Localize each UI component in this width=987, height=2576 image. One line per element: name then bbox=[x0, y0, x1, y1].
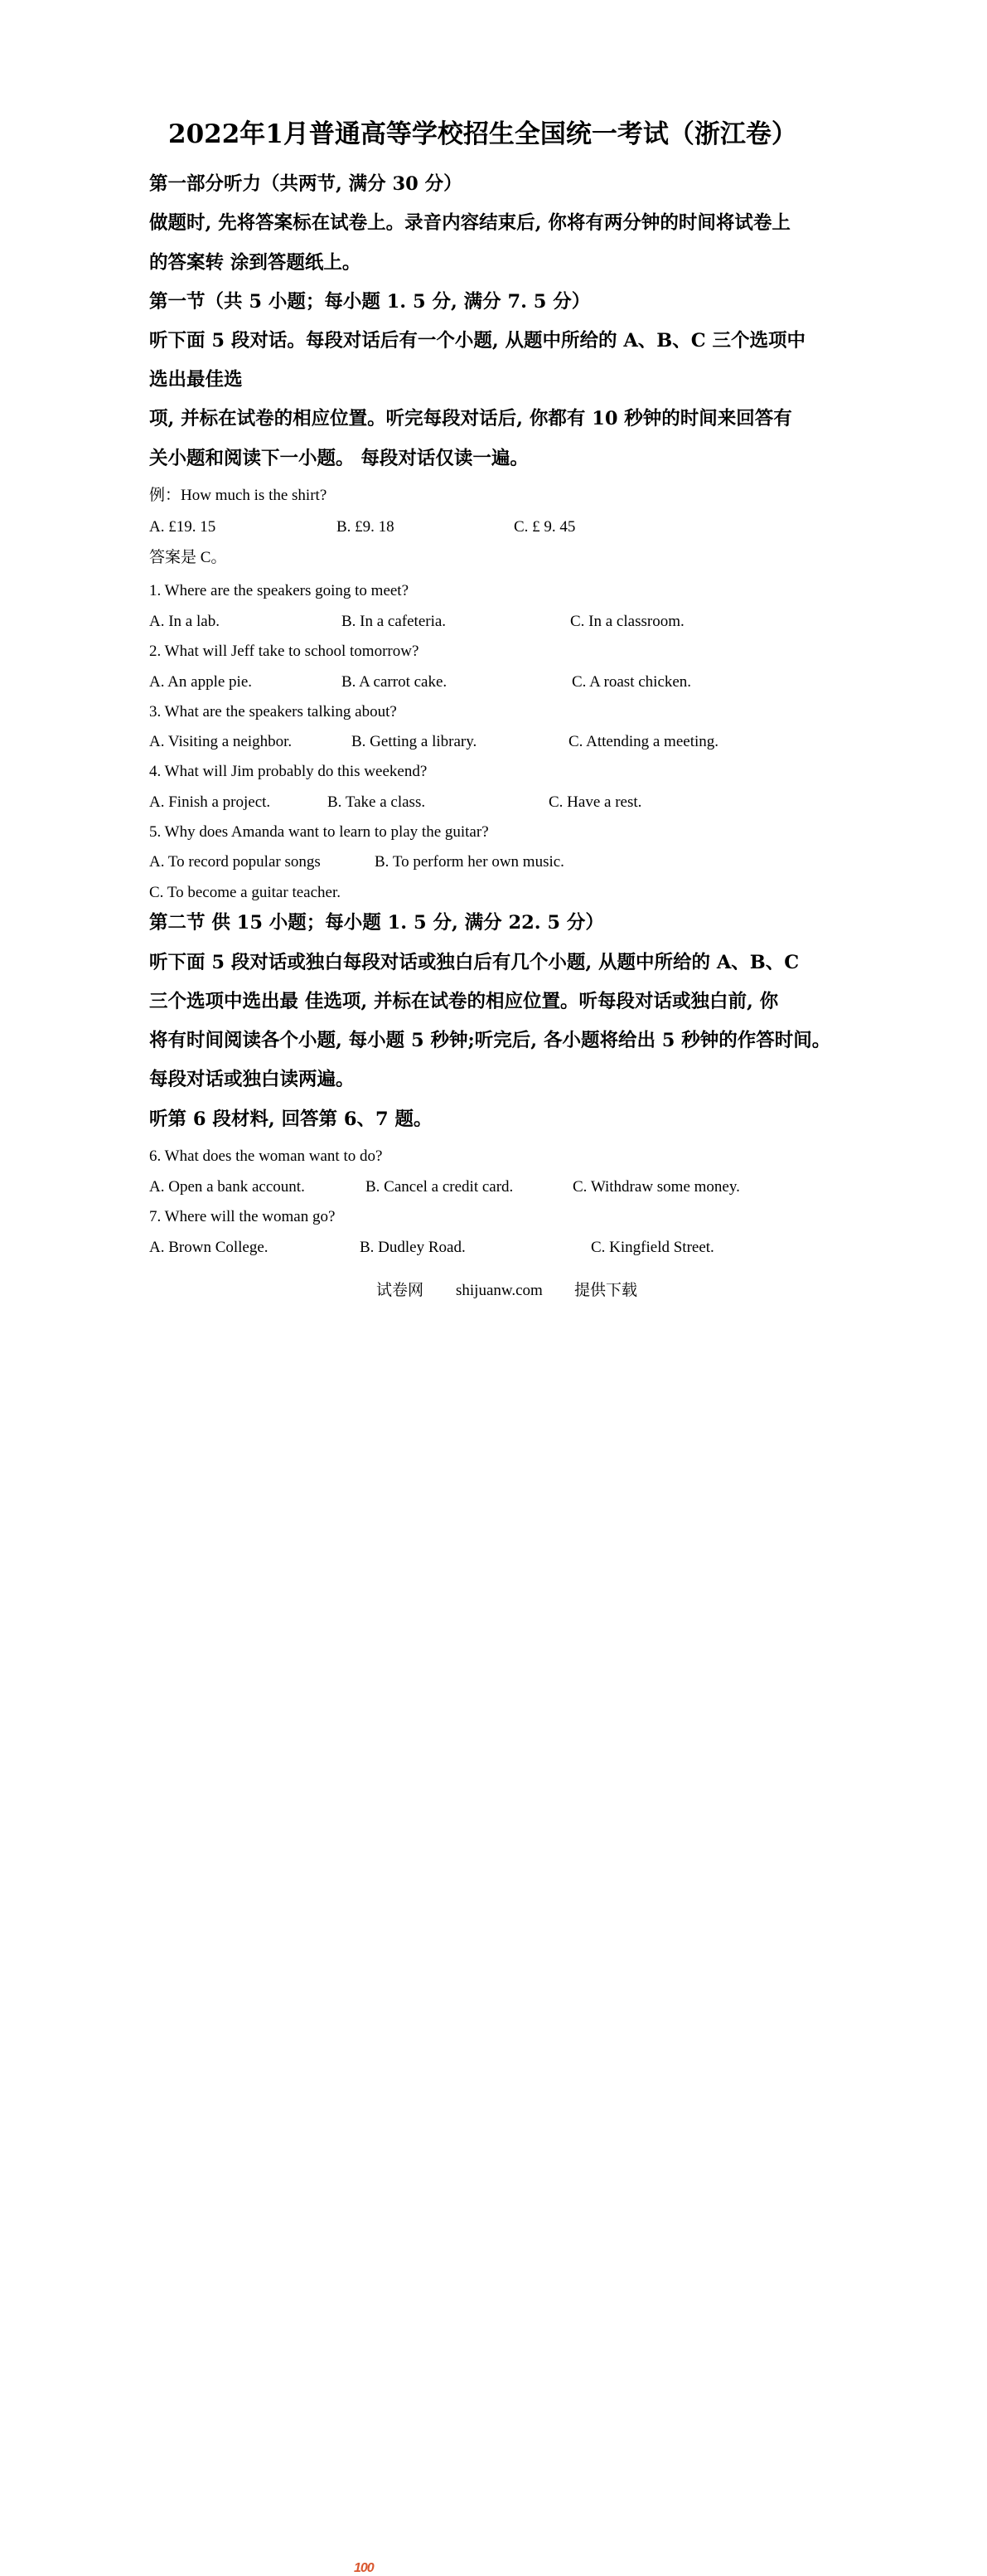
question-5: 5. Why does Amanda want to learn to play the guitar? bbox=[149, 823, 489, 841]
example-answer: 答案是 C。 bbox=[149, 549, 227, 566]
q1-option-c: C. In a classroom. bbox=[570, 613, 685, 630]
section2-instr-line2: 三个选项中选出最 佳选项, 并标在试卷的相应位置。听每段对话或独白前, 你 bbox=[149, 991, 779, 1012]
q2-option-b: B. A carrot cake. bbox=[341, 673, 448, 691]
section1-instr-line1: 听下面 5 段对话。每段对话后有一个小题, 从题中所给的 A、B、C 三个选项中 bbox=[149, 330, 806, 352]
q5-option-b: B. To perform her own music. bbox=[375, 853, 564, 871]
q7-option-b: B. Dudley Road. bbox=[360, 1239, 466, 1256]
section1-instr-line3: 项, 并标在试卷的相应位置。听完每段对话后, 你都有 10 秒钟的时间来回答有 bbox=[149, 408, 792, 429]
section2-heading: 第二节 供 15 小题；每小题 1. 5 分, 满分 22. 5 分） bbox=[149, 912, 604, 934]
question-2: 2. What will Jeff take to school tomorrow? bbox=[149, 643, 419, 660]
q4-option-a: A. Finish a project. bbox=[149, 793, 271, 811]
question-3: 3. What are the speakers talking about? bbox=[149, 703, 397, 720]
q4-option-c: C. Have a rest. bbox=[549, 793, 642, 811]
q6-option-b: B. Cancel a credit card. bbox=[365, 1178, 514, 1196]
example-option-b: B. £9. 18 bbox=[336, 518, 394, 536]
section1-heading: 第一节（共 5 小题；每小题 1. 5 分, 满分 7. 5 分） bbox=[149, 291, 591, 313]
q5-option-c: C. To become a guitar teacher. bbox=[149, 884, 341, 901]
section2-instr-line3: 将有时间阅读各个小题, 每小题 5 秒钟;听完后, 各小题将给出 5 秒钟的作答时间。 bbox=[149, 1030, 831, 1051]
section2-instr-line1: 听下面 5 段对话或独白每段对话或独白后有几个小题, 从题中所给的 A、B、C bbox=[149, 952, 800, 973]
section2-instr-line4: 每段对话或独白读两遍。 bbox=[149, 1069, 355, 1090]
q1-option-b: B. In a cafeteria. bbox=[341, 613, 447, 630]
example-option-a: A. £19. 15 bbox=[149, 518, 216, 536]
part1-heading: 第一部分听力（共两节, 满分 30 分） bbox=[149, 173, 462, 195]
question-6: 6. What does the woman want to do? bbox=[149, 1147, 383, 1165]
q7-option-a: A. Brown College. bbox=[149, 1239, 269, 1256]
part1-intro-line1: 做题时, 先将答案标在试卷上。录音内容结束后, 你将有两分钟的时间将试卷上 bbox=[149, 212, 791, 234]
question-7: 7. Where will the woman go? bbox=[149, 1208, 336, 1225]
q5-option-a: A. To record popular songs bbox=[149, 853, 321, 871]
q6-option-a: A. Open a bank account. bbox=[149, 1178, 305, 1196]
question-4: 4. What will Jim probably do this weekend? bbox=[149, 763, 428, 780]
q3-option-a: A. Visiting a neighbor. bbox=[149, 733, 293, 750]
footer-provide: 提供下载 bbox=[574, 1282, 638, 1299]
example-option-c: C. £ 9. 45 bbox=[514, 518, 576, 536]
footer-brand: 试卷网 bbox=[376, 1282, 424, 1299]
q2-option-a: A. An apple pie. bbox=[149, 673, 253, 691]
section1-instr-line2: 选出最佳选 bbox=[149, 369, 243, 391]
q2-option-c: C. A roast chicken. bbox=[572, 673, 692, 691]
part1-intro-line2: 的答案转 涂到答题纸上。 bbox=[149, 252, 361, 274]
site-logo: 100 bbox=[354, 2561, 374, 2575]
page-footer bbox=[0, 1279, 987, 2575]
q1-option-a: A. In a lab. bbox=[149, 613, 220, 630]
material-6-heading: 听第 6 段材料, 回答第 6、7 题。 bbox=[149, 1109, 433, 1130]
footer-site: shijuanw.com bbox=[456, 1282, 543, 1299]
example-question: 例：How much is the shirt? bbox=[149, 487, 327, 504]
q7-option-c: C. Kingfield Street. bbox=[591, 1239, 714, 1256]
q3-option-b: B. Getting a library. bbox=[351, 733, 477, 750]
q4-option-b: B. Take a class. bbox=[327, 793, 426, 811]
q3-option-c: C. Attending a meeting. bbox=[568, 733, 719, 750]
page-title: 2022年1月普通高等学校招生全国统一考试（浙江卷） bbox=[168, 119, 797, 149]
q6-option-c: C. Withdraw some money. bbox=[573, 1178, 740, 1196]
question-1: 1. Where are the speakers going to meet? bbox=[149, 582, 409, 599]
section1-instr-line4: 关小题和阅读下一小题。 每段对话仅读一遍。 bbox=[149, 448, 529, 469]
